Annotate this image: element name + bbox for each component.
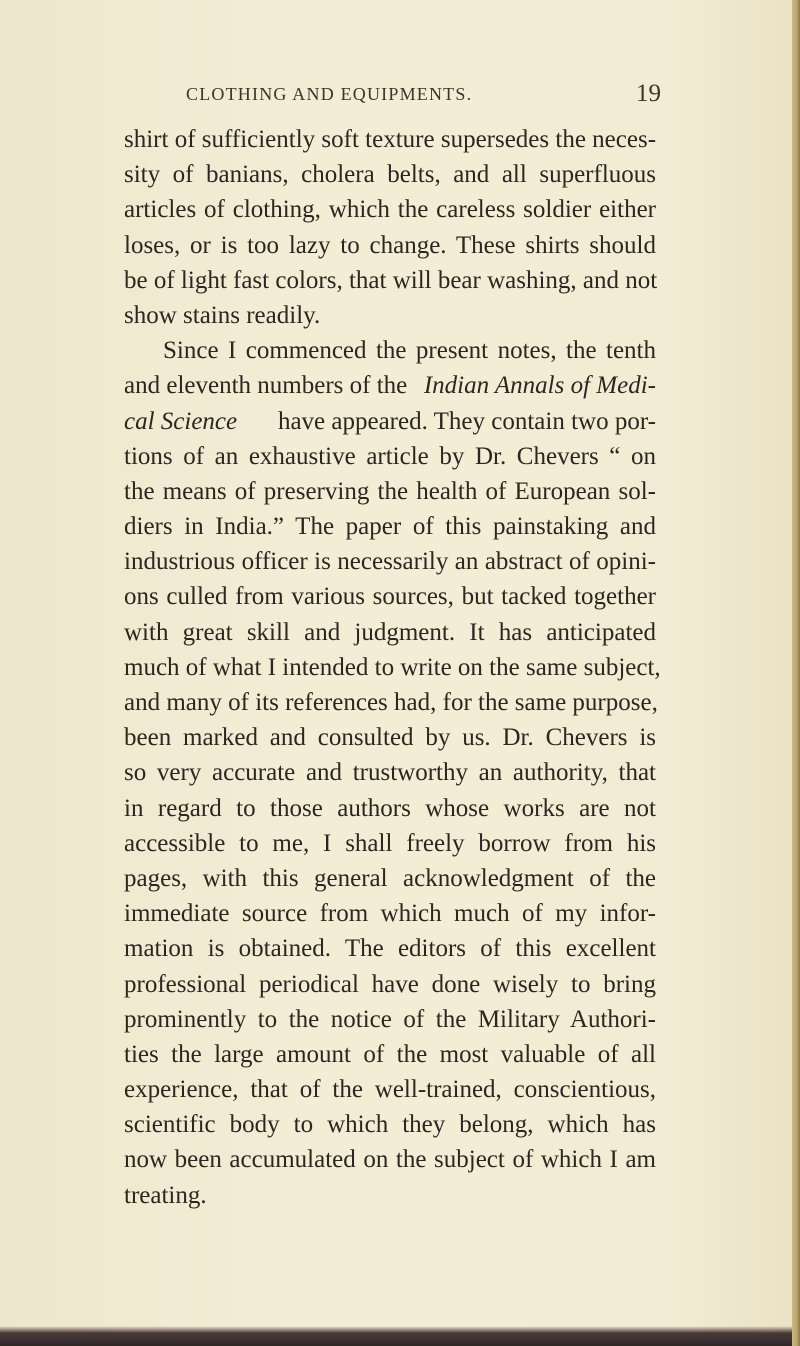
body-text bbox=[124, 122, 661, 1213]
running-head: CLOTHING AND EQUIPMENTS. bbox=[186, 84, 473, 104]
text-line: in regard to those authors whose works are not bbox=[124, 794, 656, 822]
text-line: scientific body to which they belong, which has bbox=[124, 1111, 656, 1139]
text-line: be of light fast colors, that will bear washing, and not bbox=[124, 266, 658, 294]
text-line: treating. bbox=[124, 1181, 207, 1209]
text-span: have appeared. They contain two por- bbox=[277, 407, 656, 435]
text-line: ons culled from various sources, but tacked together bbox=[124, 583, 656, 611]
text-line: tions of an exhaustive article by Dr. Chevers “ on bbox=[124, 442, 656, 470]
text-line: much of what I intended to write on the same subject, bbox=[124, 653, 661, 681]
text-line: pages, with this general acknowledgment of the bbox=[124, 864, 656, 892]
text-line: with great skill and judgment. It has anticipated bbox=[124, 618, 656, 646]
book-spine-edge bbox=[792, 0, 800, 1346]
journal-title-italic: cal Science bbox=[124, 407, 238, 435]
text-line: show stains readily. bbox=[124, 301, 321, 329]
text-line: Since I commenced the present notes, the tenth bbox=[163, 337, 656, 365]
text-line: prominently to the notice of the Military Authori- bbox=[124, 1005, 656, 1033]
text-line: industrious officer is necessarily an abstract of opini- bbox=[124, 548, 656, 576]
text-line: immediate source from which much of my infor- bbox=[124, 900, 656, 928]
text-line: ties the large amount of the most valuable of all bbox=[124, 1040, 656, 1068]
text-line: diers in India.” The paper of this painstaking and bbox=[124, 513, 656, 541]
text-line bbox=[124, 368, 656, 403]
text-line: been marked and consulted by us. Dr. Chevers is bbox=[124, 724, 656, 752]
text-line: sity of banians, cholera belts, and all superfluous bbox=[124, 161, 656, 189]
text-line: articles of clothing, which the careless soldier either bbox=[124, 196, 656, 224]
text-line: now been accumulated on the subject of which I am bbox=[124, 1146, 656, 1174]
text-line: accessible to me, I shall freely borrow from his bbox=[124, 829, 656, 857]
journal-title-italic: Indian Annals of Medi- bbox=[423, 372, 656, 400]
text-span: and eleventh numbers of the bbox=[124, 372, 408, 400]
text-line: shirt of sufficiently soft texture supersedes the neces- bbox=[124, 126, 657, 153]
page-bottom-edge-shadow bbox=[0, 1326, 792, 1346]
text-line: so very accurate and trustworthy an authority, that bbox=[124, 759, 656, 787]
text-line: professional periodical have done wisely to bring bbox=[124, 970, 656, 998]
text-line: mation is obtained. The editors of this excellent bbox=[124, 935, 656, 963]
text-line: experience, that of the well-trained, conscientious, bbox=[124, 1076, 656, 1104]
text-line: and many of its references had, for the same purpose, bbox=[124, 689, 658, 716]
text-line: loses, or is too lazy to change. These shirts should bbox=[124, 231, 656, 259]
text-line: the means of preserving the health of European sol- bbox=[124, 477, 656, 505]
page-header bbox=[0, 80, 792, 114]
page-number: 19 bbox=[636, 80, 661, 107]
text-line bbox=[124, 404, 656, 439]
